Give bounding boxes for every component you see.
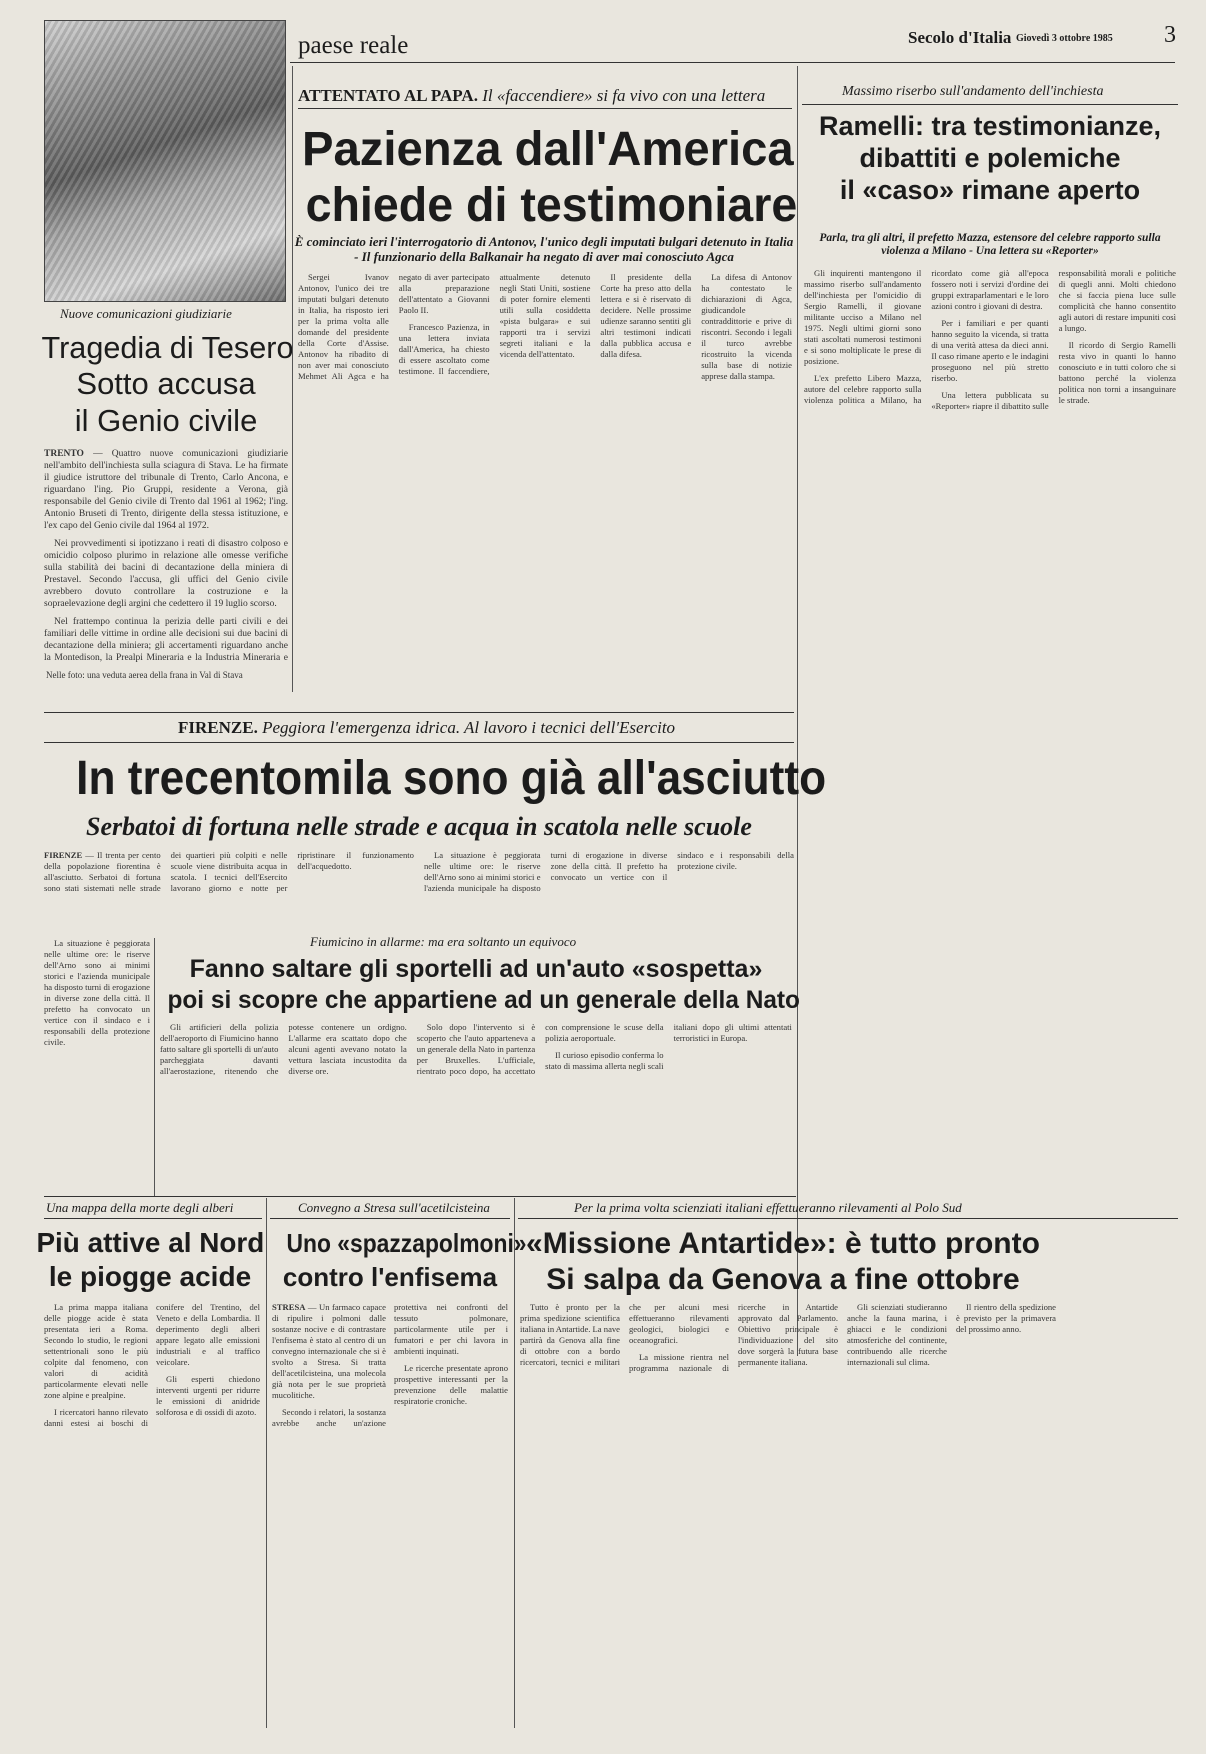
- antartide-headline-line: Si salpa da Genova a fine ottobre: [546, 1263, 1020, 1296]
- tesero-dateline: TRENTO: [44, 449, 84, 459]
- column-divider: [514, 1198, 515, 1728]
- fiumicino-headline-line: poi si scopre che appartiene ad un generale della Nato: [167, 986, 800, 1014]
- fiumicino-headline: [160, 954, 800, 1016]
- ramelli-body: [804, 268, 1176, 1358]
- tesero-headline: [40, 330, 292, 439]
- antartide-body: [520, 1302, 1056, 1722]
- papa-paragraph: Il presidente della Corte ha preso atto della lettera e si è riservato di decidere. Nelle prossime udienze saranno sentiti gli altri testimoni indicati dalla pubblica accusa e dalla difesa.: [600, 272, 692, 359]
- firenze-kicker: [178, 718, 675, 738]
- photo-caption: Nelle foto: una veduta aerea della frana in Val di Stava: [46, 670, 243, 680]
- column-divider: [154, 938, 155, 1196]
- ramelli-paragraph: Il ricordo di Sergio Ramelli resta vivo in quanti lo hanno conosciuto e in tutti coloro che si battono perché la violenza politica non torni a insanguinare le strade.: [1058, 340, 1176, 405]
- ramelli-deck: Parla, tra gli altri, il prefetto Mazza, estensore del celebre rapporto sulla violenza a Milano - Una lettera su «Reporter»: [819, 232, 1161, 257]
- papa-kicker: [298, 86, 765, 106]
- tesero-body: [44, 448, 288, 664]
- firenze-kicker-text: Peggiora l'emergenza idrica. Al lavoro i tecnici dell'Esercito: [262, 718, 676, 737]
- papa-body: [298, 272, 792, 710]
- paper-name: Secolo d'Italia: [908, 28, 1012, 47]
- papa-paragraph: Sergei Ivanov Antonov, l'unico dei tre imputati bulgari detenuto in Italia, ha risposto ieri per la prima volta alle domande del presidente della Corte d'Assise. Antonov ha ribadito di non aver mai conosciuto Mehmet Ali Agca e ha negato di aver partecipato alla preparazione dell'attentato a Giovanni Paolo II.: [298, 272, 490, 381]
- section-label: paese reale: [298, 32, 409, 59]
- fiumicino-paragraph: Gli artificieri della polizia dell'aeroporto di Fiumicino hanno fatto saltare gli sportelli di un'auto parcheggiata davanti all'aerostazione, ritenendo che potesse contenere un ordigno. L'allarme era scattato dopo che alcuni agenti avevano notato la vettura lasciata incustodita da diverse ore.: [160, 1022, 407, 1076]
- tesero-headline-line: Sotto accusa: [76, 366, 256, 402]
- firenze-headline: In trecentomila sono già all'asciutto: [76, 752, 827, 805]
- firenze-paragraph: La situazione è peggiorata nelle ultime ore: le riserve dell'Arno sono ai minimi storici e l'azienda municipale ha disposto turni di erogazione in diverse zone della città. Il prefetto ha convocato un vertice con il sindaco e i responsabili della protezione civile.: [423, 850, 794, 893]
- tesero-paragraph: — Quattro nuove comunicazioni giudiziarie nell'ambito dell'inchiesta sulla sciagura di Stava. Le ha firmate il giudice istruttore del tribunale di Trento, Carlo Ancona, e riguardano l'ing. Pio Gruppi, residente a Verona, già responsabile del Genio civile di Trento dal 1961 al 1962; l'ing. Antonio Bruseti di Trento, dirigente della stessa istituzione, e l'ex capo del Genio civile dal 1964 al 1972.: [44, 449, 288, 531]
- spazzapolmoni-headline-line: Uno «spazzapolmoni»: [286, 1228, 527, 1258]
- firenze-paragraph: La situazione è peggiorata nelle ultime ore: le riserve dell'Arno sono ai minimi storici e l'azienda municipale ha disposto turni di erogazione in diverse zone della città. Il prefetto ha convocato un vertice con il sindaco e i responsabili della protezione civile.: [44, 938, 150, 1047]
- firenze-paragraph: — Il trenta per cento della popolazione fiorentina è all'asciutto. Serbatoi di fortuna sono stati sistemati nelle strade dei quartieri più colpiti e nelle scuole viene distribuita acqua in scatola. I tecnici dell'Esercito lavorano giorno e notte per ripristinare il funzionamento dell'acquedotto.: [44, 850, 414, 893]
- papa-kicker-rule: [298, 108, 792, 109]
- papa-paragraph: Francesco Pazienza, in una lettera inviata dall'America, ha chiesto di essere ascoltato come testimone. Il faccendiere, attualmente detenuto negli Stati Uniti, sostiene di poter fornire elementi utili sulla cosiddetta «pista bulgara» e sui rapporti tra i servizi segreti italiani e la vicenda dell'attentato.: [398, 272, 591, 376]
- tesero-paragraph: Nel frattempo continua la perizia delle parti civili e dei familiari delle vittime in ordine alle decisioni sui due bacini di decantazione della miniera; gli accertamenti riguardano anche la Montedison, la Prealpi Mineraria e la Industria Mineraria e: [44, 617, 288, 663]
- piogge-paragraph: I ricercatori hanno rilevato danni estesi ai boschi di conifere del Trentino, del Veneto e della Lombardia. Il deperimento degli alberi appare legato alle emissioni industriali e al traffico veicolare.: [44, 1302, 260, 1428]
- piogge-headline-line: le piogge acide: [48, 1261, 252, 1292]
- fiumicino-paragraph: Il curioso episodio conferma lo stato di massima allerta negli scali italiani dopo gli ultimi attentati terroristici in Europa.: [545, 1022, 792, 1071]
- column-divider: [266, 1198, 267, 1728]
- masthead-rule: [290, 62, 1175, 63]
- firenze-subhead: Serbatoi di fortuna nelle strade e acqua in scatola nelle scuole: [86, 812, 752, 841]
- spazzapolmoni-kicker: Convegno a Stresa sull'acetilcisteina: [298, 1200, 490, 1215]
- ramelli-kicker: Massimo riserbo sull'andamento dell'inchiesta: [842, 84, 1104, 99]
- column-divider: [797, 66, 798, 1356]
- papa-headline-line: chiede di testimoniare: [305, 179, 798, 232]
- papa-deck: È cominciato ieri l'interrogatorio di Antonov, l'unico degli imputati bulgari detenuto in Italia - Il funzionario della Balkanair ha negato di aver mai conosciuto Agca: [294, 234, 794, 264]
- piogge-paragraph: Gli esperti chiedono interventi urgenti per ridurre le emissioni di anidride solforosa e di ossidi di azoto.: [156, 1374, 260, 1417]
- antartide-paragraph: Gli scienziati studieranno anche la fauna marina, i ghiacci e le condizioni atmosferiche del continente, contribuendo alle ricerche internazionali sul clima.: [847, 1302, 947, 1367]
- firenze-dateline: FIRENZE: [44, 850, 83, 860]
- ramelli-paragraph: Una lettera pubblicata su «Reporter» riapre il dibattito sulle responsabilità morali e politiche di quegli anni. Molti chiedono che si faccia piena luce sulle complicità che hanno consentito agli autori di restare impuniti così a lungo.: [931, 268, 1176, 411]
- ramelli-paragraph: L'ex prefetto Libero Mazza, autore del celebre rapporto sulla violenza politica a Milano, ha ricordato come già all'epoca fossero noti i servizi d'ordine dei gruppi extraparlamentari e le loro azioni contro i giovani di destra.: [804, 268, 1049, 405]
- fiumicino-kicker: Fiumicino in allarme: ma era soltanto un equivoco: [310, 934, 577, 949]
- piogge-kicker: Una mappa della morte degli alberi: [46, 1200, 234, 1215]
- page-number: 3: [1164, 22, 1176, 48]
- ramelli-kicker-rule: [802, 104, 1178, 105]
- tesero-paragraph: Nei provvedimenti si ipotizzano i reati di disastro colposo e omicidio colposo plurimo in relazione alle omesse verifiche sulla stabilità dei bacini di decantazione della miniera di Prestavel. Secondo l'accusa, gli uffici del Genio civile avrebbero dovuto controllare la costruzione e la sopraelevazione degli argini che cedettero il 19 luglio scorso.: [44, 539, 288, 609]
- spazzapolmoni-headline-line: contro l'enfisema: [282, 1262, 498, 1292]
- spazzapolmoni-headline: [270, 1226, 527, 1294]
- antartide-paragraph: Il rientro della spedizione è previsto per la primavera del prossimo anno.: [956, 1302, 1056, 1334]
- antartide-paragraph: Tutto è pronto per la prima spedizione scientifica italiana in Antartide. La nave partirà da Genova alla fine di ottobre con a bordo ricercatori, tecnici e militari che per alcuni mesi effettueranno rilevamenti geologici, biologici e oceanografici.: [520, 1302, 729, 1367]
- fiumicino-headline-line: Fanno saltare gli sportelli ad un'auto «sospetta»: [189, 955, 763, 983]
- papa-paragraph: La difesa di Antonov ha contestato le dichiarazioni di Agca, giudicandole contraddittorie e prive di riscontri. Secondo i legali il turco avrebbe ricostruito la vicenda sulla base di notizie apprese dalla stampa.: [701, 272, 792, 381]
- spazzapolmoni-paragraph: Secondo i relatori, la sostanza avrebbe anche un'azione protettiva nei confronti del tessuto polmonare, particolarmente utile per i fumatori e per chi lavora in ambienti inquinati.: [272, 1302, 508, 1428]
- fiumicino-body: [160, 1022, 792, 1194]
- fiumicino-paragraph: Solo dopo l'intervento si è scoperto che l'auto apparteneva a un generale della Nato in partenza per Bruxelles. L'ufficiale, rientrato poco dopo, ha accettato con comprensione le scuse della polizia aeroportuale.: [416, 1022, 664, 1076]
- firenze-kicker-caps: FIRENZE.: [178, 718, 258, 737]
- papa-kicker-text: Il «faccendiere» si fa vivo con una lettera: [482, 86, 766, 105]
- piogge-headline: [36, 1226, 264, 1294]
- aerial-photo: [44, 20, 286, 302]
- antartide-paragraph: La missione rientra nel programma nazionale di ricerche in Antartide approvato dal Parlamento. Obiettivo principale è l'individuazione del sito dove sorgerà la futura base permanente italiana.: [629, 1302, 838, 1373]
- piogge-body: [44, 1302, 260, 1722]
- antartide-headline-line: «Missione Antartide»: è tutto pronto: [526, 1227, 1040, 1260]
- ramelli-headline-line: Ramelli: tra testimonianze,: [818, 111, 1162, 141]
- antartide-kicker: Per la prima volta scienziati italiani effettueranno rilevamenti al Polo Sud: [574, 1200, 962, 1215]
- column-divider: [292, 66, 293, 692]
- ramelli-paragraph: Per i familiari e per quanti hanno seguito la vicenda, si tratta di una verità attesa da dieci anni. Il caso rimane aperto e le indagini proseguono nel più stretto riserbo.: [931, 318, 1049, 383]
- antartide-kicker-rule: [518, 1218, 1178, 1219]
- papa-headline-line: Pazienza dall'America: [301, 123, 794, 176]
- papa-headline: [298, 122, 798, 234]
- papa-kicker-caps: ATTENTATO AL PAPA.: [298, 86, 478, 105]
- tesero-kicker: Nuove comunicazioni giudiziarie: [60, 306, 232, 321]
- ramelli-headline-line: dibattiti e polemiche: [859, 143, 1121, 173]
- tesero-headline-line: Tragedia di Tesero: [41, 330, 294, 365]
- ramelli-headline: [802, 110, 1178, 206]
- spazzapolmoni-body: [272, 1302, 508, 1722]
- firenze-side-column: [44, 938, 150, 1196]
- spazzapolmoni-paragraph: — Un farmaco capace di ripulire i polmoni dalle sostanze nocive e di contrastare l'enfisema è stato al centro di un convegno internazionale che si è svolto a Stresa. Si tratta dell'acetilcisteina, una molecola già nota per le sue proprietà mucolitiche.: [272, 1302, 386, 1400]
- spazzapolmoni-paragraph: Le ricerche presentate aprono prospettive interessanti per la prevenzione delle malattie respiratorie croniche.: [394, 1363, 508, 1406]
- piogge-kicker-rule: [44, 1218, 262, 1219]
- antartide-headline: [518, 1226, 1048, 1298]
- firenze-top-rule: [44, 712, 794, 713]
- bottom-top-rule: [44, 1196, 796, 1197]
- piogge-paragraph: La prima mappa italiana delle piogge acide è stata presentata ieri a Roma. Secondo lo studio, le regioni settentrionali sono le più colpite dal fenomeno, con valori di acidità particolarmente elevati nelle zone alpine e prealpine.: [44, 1302, 148, 1400]
- issue-date: Giovedì 3 ottobre 1985: [1016, 33, 1113, 44]
- tesero-headline-line: il Genio civile: [74, 402, 258, 438]
- ramelli-headline-line: il «caso» rimane aperto: [839, 175, 1141, 205]
- firenze-body: [44, 850, 794, 932]
- spazzapolmoni-kicker-rule: [270, 1218, 510, 1219]
- spazzapolmoni-dateline: STRESA: [272, 1302, 306, 1312]
- ramelli-paragraph: Gli inquirenti mantengono il massimo riserbo sull'andamento dell'inchiesta per l'omicidio di Sergio Ramelli, il giovane militante ucciso a Milano nel 1975. Negli ultimi giorni sono stati ascoltati numerosi testimoni e si sono moltiplicate le prese di posizione.: [804, 268, 922, 366]
- firenze-kicker-rule: [44, 742, 794, 743]
- piogge-headline-line: Più attive al Nord: [36, 1227, 265, 1258]
